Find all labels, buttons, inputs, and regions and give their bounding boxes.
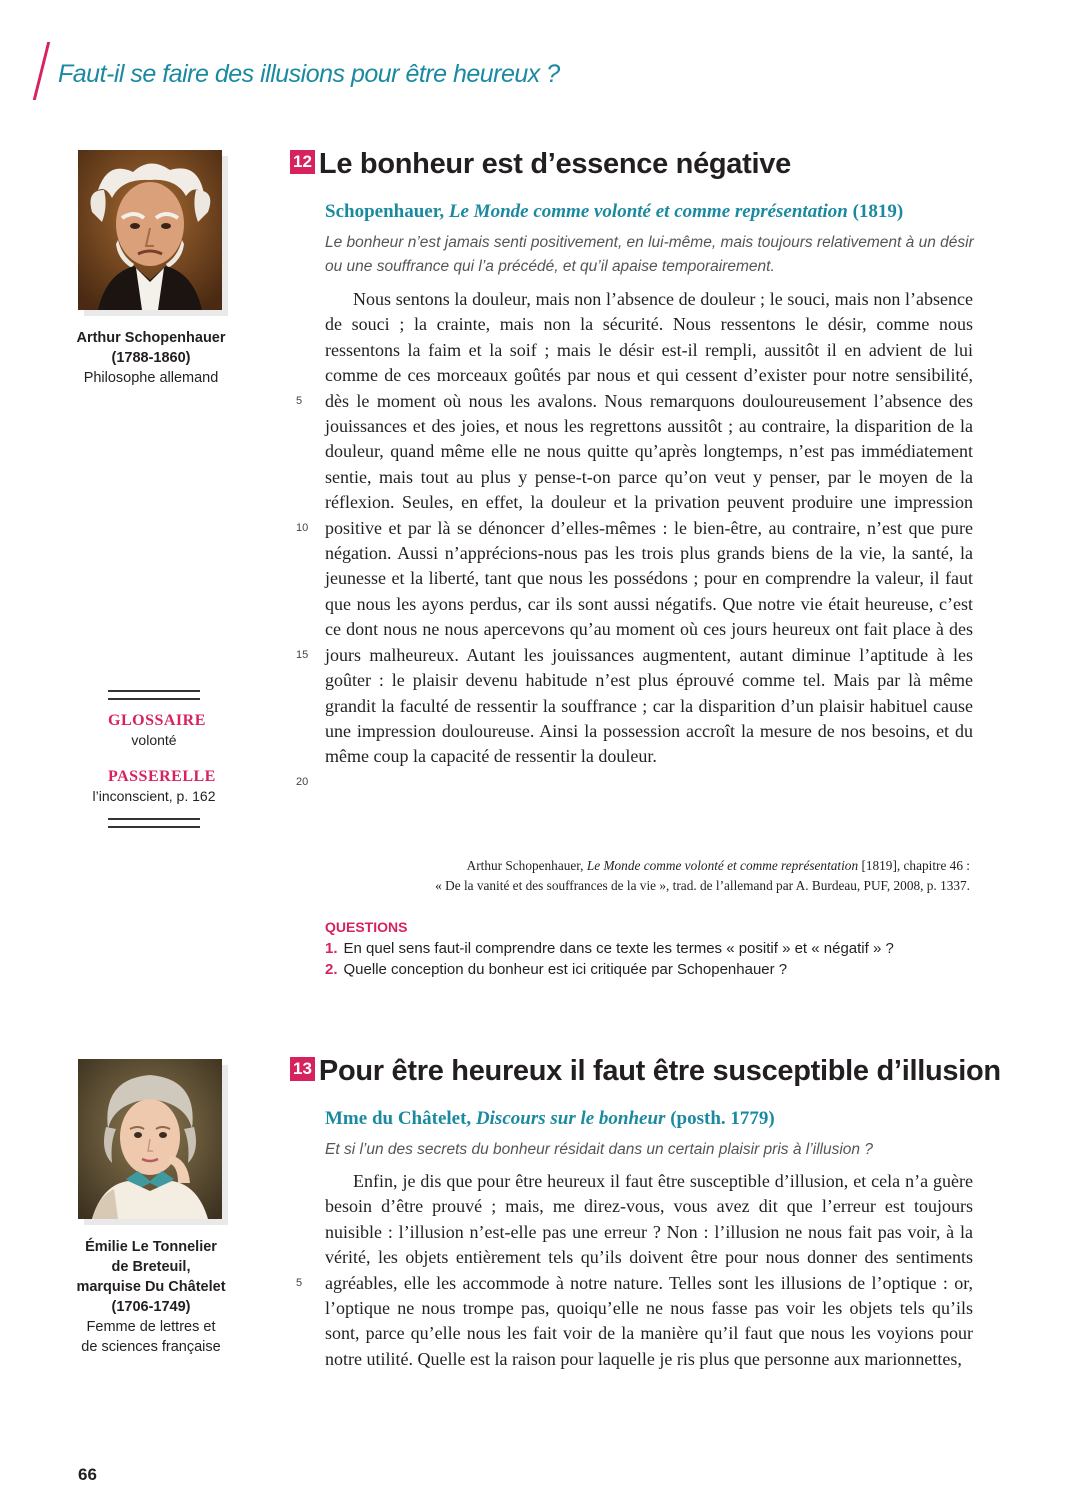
divider: [108, 818, 200, 828]
passerelle-label: PASSERELLE: [108, 768, 216, 785]
question-number: 2.: [325, 961, 338, 978]
section-number-badge: 12: [290, 150, 315, 174]
section-13-heading: [290, 1055, 1001, 1088]
caption-role: Femme de lettres et: [86, 1319, 216, 1335]
passerelle-link[interactable]: l’inconscient, p. 162: [92, 788, 216, 804]
source-work: Discours sur le bonheur: [475, 1108, 666, 1129]
line-number: 20: [296, 776, 309, 788]
caption-dates: (1706-1749): [111, 1299, 191, 1315]
citation-details: « De la vanité et des souffrances de la vie », trad. de l’allemand par A. Burdeau, PUF, 2008, p. 1337.: [435, 878, 970, 893]
glossary-sidebox: [92, 690, 216, 828]
schopenhauer-portrait: [78, 150, 222, 310]
section-13-source: [325, 1108, 775, 1130]
caption-title: marquise Du Châtelet: [76, 1279, 226, 1295]
line-number: 10: [296, 522, 309, 534]
citation-work: Le Monde comme volonté et comme représentation: [586, 858, 859, 873]
chatelet-portrait: [78, 1059, 222, 1219]
schopenhauer-caption: [66, 328, 236, 388]
line-number: 5: [296, 395, 303, 407]
caption-role: Philosophe allemand: [83, 370, 219, 386]
citation-author: Arthur Schopenhauer,: [466, 858, 584, 873]
section-12-citation: [325, 856, 970, 896]
body-paragraph: Nous sentons la douleur, mais non l’absence de douleur ; le souci, mais non l’absence de souci ; la crainte, mais non la sécurité. Nous ressentons le désir, comme nous ressentons la faim et la soif ; mais le désir est-il rempli, aussitôt il en advient de lui comme de ces morceaux goûtés par nous et qui cessent d’exister pour notre sensibilité, dès le moment où nous les avalons. Nous remarquons douloureusement l’absence des jouissances et des joies, et nous les regrettons aussitôt ; au contraire, la disparition de la douleur, quand même elle ne nous quitte qu’après longtemps, n’est pas immédiatement sentie, mais tout au plus y pense-t-on parce qu’on veut y penser, par le moyen de la réflexion. Seules, en effet, la douleur et la privation peuvent produire une impression positive et par là se dénoncer d’elles-mêmes : le bien-être, au contraire, n’est que pure négation. Aussi n’apprécions-nous pas les trois plus grands biens de la vie, la santé, la jeunesse et la liberté, tant que nous les possédons ; pour en comprendre la valeur, il faut que nous les ayons perdus, car ils sont aussi négatifs. Que notre vie était heureuse, c’est ce dont nous ne nous apercevons qu’au moment où ces jours heureux ont fait place à des jours malheureux. Autant les jouissances augmentent, autant diminue l’aptitude à les goûter : le plaisir devenu habitude n’est plus éprouvé comme tel. Mais par là même grandit la faculté de ressentir la souffrance ; car la disparition d’un plaisir habituel cause une impression douloureuse. Ainsi la possession accroît la mesure de nos besoins, et du même coup la capacité de ressentir la douleur.: [325, 289, 973, 767]
chapter-title: Faut-il se faire des illusions pour être heureux ?: [58, 60, 560, 88]
questions-block: [325, 917, 975, 980]
question-item: [325, 938, 975, 959]
section-12-body: [325, 287, 973, 770]
source-author: Mme du Châtelet,: [325, 1108, 472, 1129]
question-text: En quel sens faut-il comprendre dans ce texte les termes « positif » et « négatif » ?: [343, 940, 894, 957]
questions-heading: QUESTIONS: [325, 919, 408, 935]
section-12-intro: Le bonheur n’est jamais senti positivement, en lui-même, mais toujours relativement à un désir ou une souffrance qui l’a précédé, et qu’il apaise temporairement.: [325, 234, 974, 275]
caption-dates: (1788-1860): [111, 350, 191, 366]
line-number: 15: [296, 649, 309, 661]
question-number: 1.: [325, 940, 338, 957]
source-author: Schopenhauer,: [325, 201, 445, 222]
source-work: Le Monde comme volonté et comme représentation: [448, 201, 848, 222]
section-title: Le bonheur est d’essence négative: [318, 148, 791, 180]
section-12-source: [325, 201, 903, 223]
glossary-link[interactable]: volonté: [131, 732, 177, 748]
chatelet-caption: [66, 1237, 236, 1357]
question-text: Quelle conception du bonheur est ici critiquée par Schopenhauer ?: [343, 961, 788, 978]
slash-decoration: [33, 42, 50, 100]
glossary-label: GLOSSAIRE: [108, 712, 206, 729]
caption-name: Arthur Schopenhauer: [76, 330, 226, 346]
section-12-heading: [290, 148, 791, 181]
page-number: 66: [78, 1465, 97, 1484]
source-year: (1819): [852, 201, 904, 222]
caption-name: de Breteuil,: [111, 1259, 191, 1275]
question-item: [325, 959, 975, 980]
citation-chapter: [1819], chapitre 46 :: [861, 858, 970, 873]
source-year: (posth. 1779): [670, 1108, 775, 1129]
caption-name: Émilie Le Tonnelier: [85, 1239, 217, 1255]
line-number: 5: [296, 1277, 303, 1289]
body-paragraph: Enfin, je dis que pour être heureux il faut être susceptible d’illusion, et cela n’a guère besoin d’être prouvé ; mais, me direz-vous, vous avez dit que l’erreur est toujours nuisible : l’illusion n’est-elle pas une erreur ? Non : l’illusion ne nous fait pas voir, à la vérité, les objets entièrement tels qu’ils doivent être pour nous donner des sentiments agréables, elle les accommode à notre nature. Telles sont les illusions de l’optique : or, l’optique ne nous trompe pas, quoiqu’elle ne nous fasse pas voir les objets tels qu’ils sont, parce qu’elle nous les fait voir de la manière qu’il faut que nous les voyions pour notre utilité. Quelle est la raison pour laquelle je ris plus que personne aux marionnettes,: [325, 1171, 973, 1369]
section-13-intro: Et si l’un des secrets du bonheur résidait dans un certain plaisir pris à l’illusion ?: [325, 1141, 873, 1158]
divider: [108, 690, 200, 700]
section-number-badge: 13: [290, 1057, 315, 1081]
section-13-body: [325, 1169, 973, 1372]
section-title: Pour être heureux il faut être susceptible d’illusion: [318, 1055, 1001, 1087]
caption-role: de sciences française: [81, 1339, 221, 1355]
